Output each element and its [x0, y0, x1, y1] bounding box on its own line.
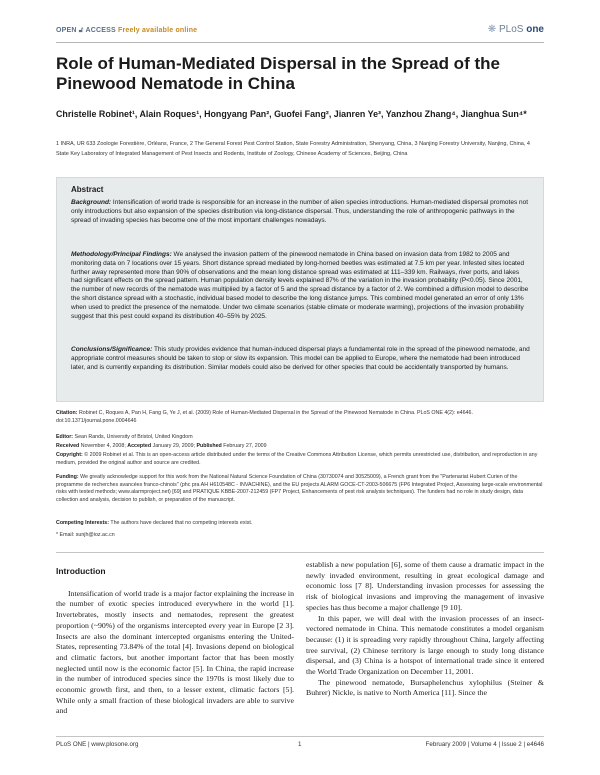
- open-access-banner: [56, 27, 197, 35]
- logo-plos-text: PLoS: [498, 24, 524, 35]
- editor-label: Editor:: [56, 434, 74, 440]
- introduction-heading: Introduction: [56, 566, 106, 576]
- citation-label: Citation:: [56, 410, 78, 416]
- citation: [56, 410, 544, 425]
- conclusions-label: Conclusions/Significance:: [71, 346, 153, 353]
- corresponding-email: * Email: sunjh@ioz.ac.cn: [56, 532, 115, 538]
- accepted-label: Accepted: [127, 443, 152, 449]
- copyright-text: © 2009 Robinet et al. This is an open-access article distributed under the terms of the Creative Commons Attribution License, which permits unrestricted use, distribution, and reproduction in any medium, provided the original author and source are credited.: [56, 452, 538, 466]
- conclusions-text: This study provides evidence that human-induced dispersal plays a fundamental role in the spread of the pinewood nematode, and appropriate control measures should be taken to stop or slow its expansion. This model can be applied to Europe, where the nematode had been introduced later, and is currently expanding its distribution. Similar models could also be derived for other species that could be accidentally transported by humans.: [71, 346, 530, 371]
- copyright-label: Copyright:: [56, 452, 83, 458]
- abstract-box: [56, 177, 544, 402]
- copyright: [56, 452, 544, 467]
- funding-text: We greatly acknowledge support for this work from the National Natural Science Foundation of China (30730074 and 30525009), a French grant from the "Partenariat Hubert Curien of the programme de recherches avancées franco-chinois" (phc pra AH H610548C - INVACHINE), and the EU projects ALARM GOCE-CT-2003-506675 (FP6 Integrated Project, Assessing large-scale environmental risks with tested methods; www.alarmproject.net) [69] and PRATIQUE KBBE-2007-212459 (FP7 Project, Enhancements of pest risk analysis techniques). The funders had no role in study design, data collection and analysis, decision to publish, or preparation of the manuscript.: [56, 474, 543, 504]
- footer-divider: [56, 736, 544, 737]
- editor: [56, 434, 544, 442]
- accepted-date: January 29, 2009;: [151, 443, 197, 449]
- received-date: November 4, 2008;: [79, 443, 128, 449]
- body-column-right: [306, 560, 544, 699]
- citation-text: Robinet C, Roques A, Pan H, Fang G, Ye J, et al. (2009) Role of Human-Mediated Dispersal in the Spread of the Pinewood Nematode in China. PLoS ONE 4(2): e4646. doi:10.1371/journal.pone.0004646: [56, 410, 473, 424]
- header-divider: [56, 42, 544, 43]
- article-title: Role of Human-Mediated Dispersal in the Spread of the Pinewood Nematode in China: [56, 54, 500, 93]
- intro-paragraph-1: Intensification of world trade is a major factor explaining the increase in the number of exotic species introduced everywhere in the world [1]. Invertebrates, mostly insects and nematodes, represent the greatest proportion (~90%) of the organisms intercepted every year in Europe [2 3]. Insects are also the dominant intercepted organisms entering the United-States, representing 73.84% of the total [4]. Invasions depend on biological and climatic factors, but another important factor that has been mostly neglected until now is the economic factor [5]. In China, the rapid increase in the number of introduced species since the 1970s is most likely due to economic growth first, and then, to a lesser extent, climatic factors [5]. While only a small fraction of these biological invaders are able to survive and: [56, 588, 294, 716]
- abstract-conclusions: [71, 346, 531, 372]
- abstract-methods: [71, 251, 531, 321]
- funding: [56, 474, 544, 505]
- page-number: 1: [298, 741, 302, 748]
- published-date: February 27, 2009: [221, 443, 267, 449]
- methods-label: Methodology/Principal Findings:: [71, 251, 172, 258]
- affiliations: 1 INRA, UR 633 Zoologie Forestière, Orléans, France, 2 The General Forest Pest Control Station, State Forestry Administration, Shenyang, China, 3 Nanjing Forestry University, Nanjing, China, 4 State Key Laboratory of Integrated Management of Pest Insects and Rodents, Institute of Zoology, Chinese Academy of Sciences, Beijing, China: [56, 141, 530, 157]
- access-label: ACCESS: [85, 27, 116, 34]
- background-label: Background:: [71, 199, 112, 206]
- intro-paragraph-continued: establish a new population [6], some of them cause a dramatic impact in the newly invaded environment, resulting in great ecological damage and economic loss [7 8]. Understanding invasion processes for assessing the risk of biological invasions and improving the management of invasive species has thus become a major challenge [9 10].: [306, 560, 544, 612]
- footer-journal: PLoS ONE | www.plosone.org: [56, 741, 139, 748]
- intro-paragraph-3: The pinewood nematode, Bursaphelenchus xylophilus (Steiner & Buhrer) Nickle, is native to North America [11]. Since the: [306, 677, 544, 698]
- plos-one-logo: [488, 24, 544, 35]
- competing-text: The authors have declared that no competing interests exist.: [108, 520, 253, 526]
- journal-header: [56, 24, 544, 38]
- abstract-heading: Abstract: [71, 185, 104, 194]
- received-label: Received: [56, 443, 80, 449]
- author-list: Christelle Robinet¹, Alain Roques¹, Hongyang Pan², Guofei Fang², Jianren Ye³, Yanzhou Zhang⁴, Jianghua Sun⁴*: [56, 109, 527, 119]
- plos-logo-icon: ❋: [487, 24, 497, 35]
- published-label: Published: [196, 443, 222, 449]
- competing-label: Competing Interests:: [56, 520, 109, 526]
- intro-paragraph-2: In this paper, we will deal with the invasion processes of an insect-vectored nematode in China. This nematode constitutes a model organism because: (1) it is spreading very rapidly throughout China, largely affecting tree survival, (2) Chinese territory is large enough to study long distance dispersal, and (3) China is a hotspot of international trade since it entered the World Trade Organization on December 11, 2001.: [306, 613, 544, 677]
- background-text: Intensification of world trade is responsible for an increase in the number of alien species introductions. Human-mediated dispersal promotes not only introductions but also expansion of the species distribution via long-distance dispersal. Thus, understanding the role of anthropogenic pathways in the spread of invading species has become one of the most important challenges nowadays.: [71, 199, 529, 224]
- abstract-background: [71, 199, 531, 225]
- funding-label: Funding:: [56, 474, 79, 480]
- footer-issue: February 2009 | Volume 4 | Issue 2 | e4646: [425, 741, 544, 748]
- open-lock-icon: 🔓︎: [78, 27, 84, 34]
- front-matter-divider: [56, 552, 544, 553]
- methods-text: We analysed the invasion pattern of the pinewood nematode in China based on invasion data from 1982 to 2005 and monitoring data on 7 locations over 15 years. Short distance spread mediated by long-horned beetles was estimated at 7.5 km per year. Infested sites located further away represented more than 90% of observations and the mean long distance spread was estimated at 111–339 km. Railways, river ports, and lakes had significant effects on the spread pattern. Human population density levels explained 87% of the variation in the invasion probability (P<0.05). Since 2001, the number of new records of the nematode was multiplied by a factor of 5 and the spread distance by a factor of 2. We combined a diffusion model to describe the short distance spread with a stochastic, individual based model to describe the long distance jumps. This combined model generated an error of only 13% when used to predict the presence of the nematode. Under two climate scenarios (stable climate or moderate warming), projections of the invasion probability suggest that this pest could expand its distribution 40–55% by 2025.: [71, 251, 529, 320]
- open-access-label: OPEN: [56, 27, 77, 34]
- logo-one-text: one: [526, 24, 544, 35]
- body-column-left: [56, 560, 294, 717]
- dates: [56, 443, 544, 451]
- editor-text: Sean Rands, University of Bristol, United Kingdom: [73, 434, 193, 440]
- freely-available-label: Freely available online: [117, 27, 198, 34]
- competing-interests: [56, 520, 544, 528]
